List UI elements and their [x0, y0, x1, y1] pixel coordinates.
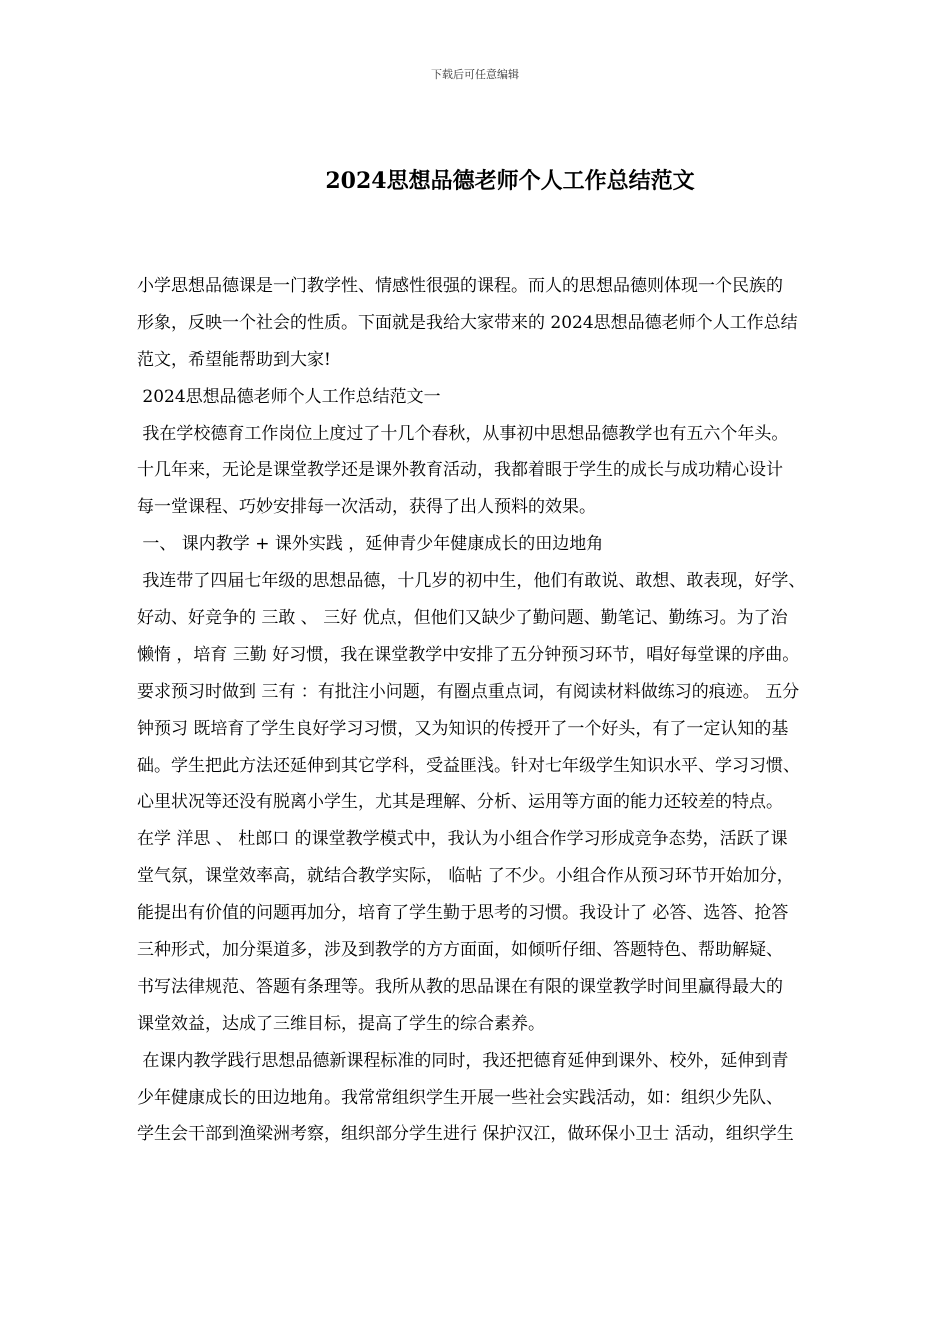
text-line: 范文，希望能帮助到大家!: [137, 349, 331, 370]
text-line: 形象，反映一个社会的性质。下面就是我给大家带来的 2024思想品德老师个人工作总结: [137, 312, 798, 333]
subsection-heading: 一、 课内教学 + 课外实践 ，延伸青少年健康成长的田边地角: [137, 534, 604, 555]
text-line: 心里状况等还没有脱离小学生，尤其是理解、分析、运用等方面的能力还较差的特点。: [137, 792, 783, 813]
text-line: 要求预习时做到 三有 ：有批注小问题，有圈点重点词，有阅读材料做练习的痕迹。 五分: [137, 681, 800, 702]
text-line: 少年健康成长的田边地角。我常常组织学生开展一些社会实践活动，如：组织少先队、: [137, 1087, 783, 1108]
text-line: 好动、好竞争的 三敢 、 三好 优点，但他们又缺少了勤问题、勤笔记、勤练习。为了治: [137, 608, 788, 629]
text-line: 在学 洋思 、 杜郎口 的课堂教学模式中，我认为小组合作学习形成竞争态势，活跃了课: [137, 829, 788, 850]
text-line: 础。学生把此方法还延伸到其它学科，受益匪浅。针对七年级学生知识水平、学习习惯、: [137, 755, 800, 776]
text-line: 堂气氛，课堂效率高，就结合教学实际， 临帖 了不少。小组合作从预习环节开始加分，: [137, 866, 794, 887]
text-line: 在课内教学践行思想品德新课程标准的同时，我还把德育延伸到课外、校外，延伸到青: [137, 1050, 789, 1071]
text-line: 学生会干部到渔梁洲考察，组织部分学生进行 保护汉江，做环保小卫士 活动，组织学生: [137, 1124, 794, 1145]
text-line: 我在学校德育工作岗位上度过了十几个春秋，从事初中思想品德教学也有五六个年头。: [137, 423, 789, 444]
text-line: 课堂效益，达成了三维目标，提高了学生的综合素养。: [137, 1013, 545, 1034]
text-line: 书写法律规范、答题有条理等。我所从教的思品课在有限的课堂教学时间里赢得最大的: [137, 976, 783, 997]
section-heading: 2024思想品德老师个人工作总结范文一: [137, 386, 441, 407]
text-line: 小学思想品德课是一门教学性、情感性很强的课程。而人的思想品德则体现一个民族的: [137, 276, 783, 296]
text-line: 能提出有价值的问题再加分，培育了学生勤于思考的习惯。我设计了 必答、选答、抢答: [137, 903, 789, 924]
header-note: 下载后可任意编辑: [431, 68, 519, 81]
text-line: 三种形式，加分渠道多，涉及到教学的方方面面，如倾听仔细、答题特色、帮助解疑、: [137, 940, 783, 961]
body-text: [137, 268, 895, 1153]
document-title: 2024思想品德老师个人工作总结范文: [325, 168, 695, 194]
text-line: 每一堂课程、巧妙安排每一次活动，获得了出人预料的效果。: [137, 497, 596, 518]
text-line: 懒惰 ，培育 三勤 好习惯，我在课堂教学中安排了五分钟预习环节，唱好每堂课的序曲。: [137, 644, 800, 665]
text-line: 十几年来，无论是课堂教学还是课外教育活动，我都着眼于学生的成长与成功精心设计: [137, 460, 783, 481]
text-line: 钟预习 既培育了学生良好学习习惯，又为知识的传授开了一个好头，有了一定认知的基: [137, 718, 789, 739]
text-line: 我连带了四届七年级的思想品德，十几岁的初中生，他们有敢说、敢想、敢表现，好学、: [137, 571, 806, 592]
